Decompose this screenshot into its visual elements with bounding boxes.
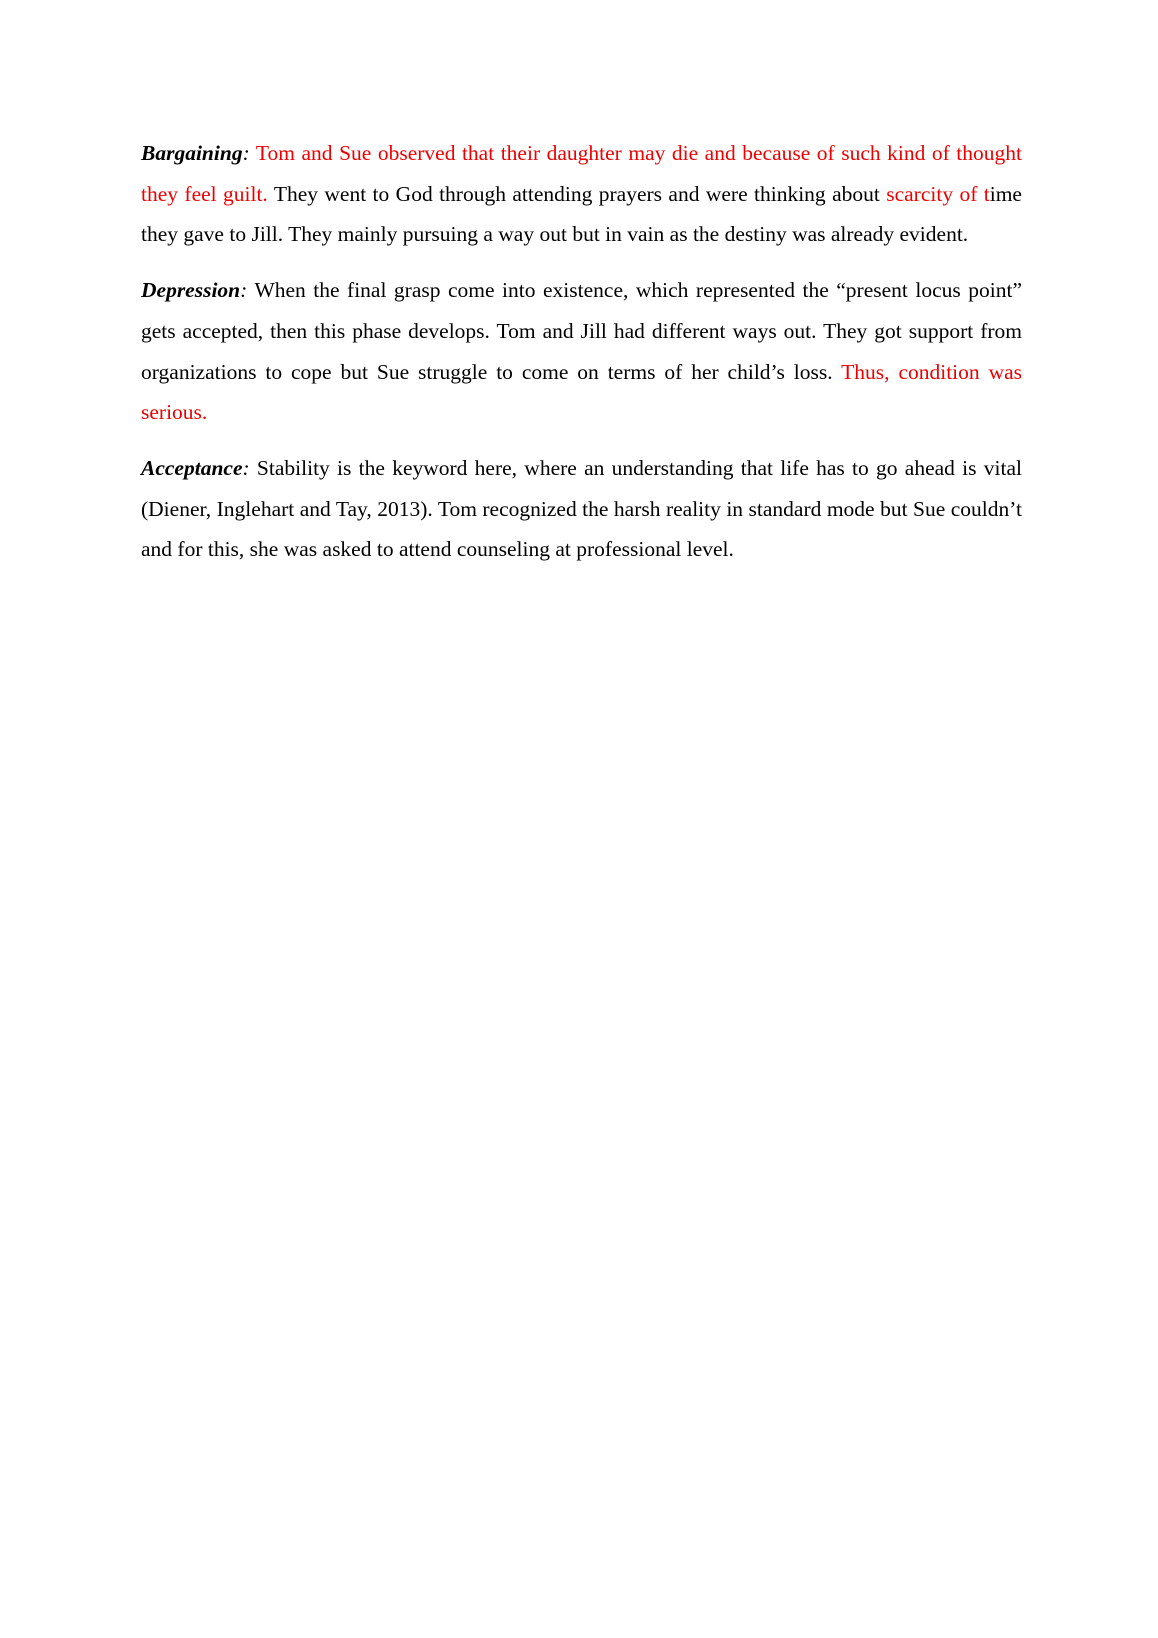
text-segment: When the final grasp come into existence, which represented the “present locus point” gets accepted, then this phase develops. Tom and Jill had different ways out. They got support from organizations to cope but Sue struggle to come on terms of her child’s loss. [141,278,1022,384]
text-segment: They went to God through attending prayers and were thinking about [267,181,887,206]
document-body [141,133,1022,585]
term-colon: : [240,278,248,303]
highlighted-text: scarcity of t [886,181,990,206]
term-heading: Acceptance [141,455,243,480]
highlighted-text: Tom and Sue observed that their daughter may die and because of such kind of thought they feel guilt. [141,141,1022,206]
paragraph-depression [141,270,1022,433]
term-heading: Bargaining [141,141,243,165]
term-colon: : [242,455,250,480]
term-heading: Depression [141,278,241,303]
text-segment: ime they gave to Jill. They mainly pursuing a way out but in vain as the destiny was already evident. [141,181,1022,247]
paragraph-bargaining [141,133,1022,255]
text-segment: Stability is the keyword here, where an understanding that life has to go ahead is vital (Diener, Inglehart and Tay, 2013). Tom recognized the harsh reality in standard mode but Sue couldn’t and for this, she was asked to attend counseling at professional level. [141,455,1022,562]
term-colon: : [242,141,250,165]
paragraph-acceptance [141,448,1022,570]
highlighted-text: Thus, condition was serious. [141,359,1022,425]
